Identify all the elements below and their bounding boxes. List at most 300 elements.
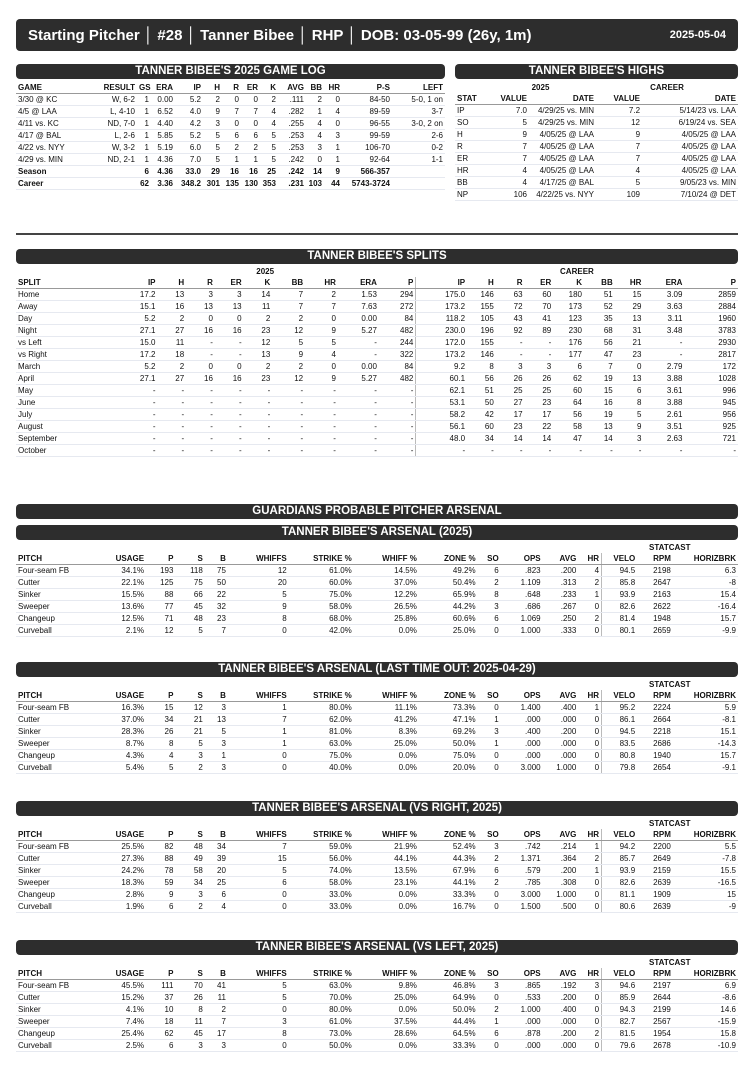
table-cell: 1 (478, 1016, 501, 1028)
table-cell: 0 (186, 361, 215, 373)
table-cell: - (215, 433, 244, 445)
table-cell: 177 (553, 349, 584, 361)
table-cell: 0 (578, 992, 601, 1004)
table-cell: 5 (146, 762, 175, 774)
table-cell: 77 (146, 601, 175, 613)
table-cell: 2218 (637, 726, 673, 738)
table-cell: 7 (485, 141, 529, 153)
table-cell: 925 (684, 421, 738, 433)
table-cell: 89-59 (342, 106, 392, 118)
table-cell: 2.5% (106, 1040, 146, 1052)
table-cell: 0.00 (338, 361, 379, 373)
table-cell: 2198 (637, 565, 673, 577)
table-cell: - (158, 397, 187, 409)
table-cell: 6 (228, 877, 289, 889)
table-cell: 5 (175, 625, 204, 637)
pitch-row (16, 601, 738, 613)
table-cell: .231 (278, 178, 306, 190)
column-header: VALUE (596, 93, 642, 105)
table-cell: 27 (158, 325, 187, 337)
table-cell: 5 (228, 980, 289, 992)
column-header: AVG (543, 690, 579, 702)
table-cell: 1 (324, 142, 342, 154)
table-cell: 68.0% (289, 613, 354, 625)
table-cell: 2224 (637, 702, 673, 714)
table-cell: - (158, 433, 187, 445)
splits-group-career: CAREER (560, 267, 594, 277)
table-cell: .000 (543, 1016, 579, 1028)
table-cell: 15.0 (114, 337, 157, 349)
table-cell: 78 (146, 865, 175, 877)
table-row (16, 397, 738, 409)
table-cell: 6 (553, 361, 584, 373)
table-row (16, 178, 445, 190)
table-cell: 79.6 (602, 1040, 638, 1052)
pitch-row (16, 714, 738, 726)
column-header: AVG (278, 82, 306, 94)
table-cell: 50 (467, 397, 496, 409)
table-cell: Changeup (16, 1028, 106, 1040)
table-cell: 5 (260, 130, 278, 142)
table-cell: 27.3% (106, 853, 146, 865)
table-cell: - (338, 337, 379, 349)
table-cell: 5 (205, 726, 228, 738)
table-cell: - (244, 445, 273, 457)
arsenal-table (16, 679, 738, 774)
table-row (16, 301, 738, 313)
table-cell: 3 (478, 980, 501, 992)
table-cell: - (305, 421, 338, 433)
table-cell: 118 (175, 565, 204, 577)
table-cell: - (272, 385, 305, 397)
table-cell: 2 (222, 142, 241, 154)
table-cell: 3.63 (643, 301, 684, 313)
table-row (455, 177, 738, 189)
table-cell: 37.0% (354, 577, 419, 589)
table-cell: June (16, 397, 114, 409)
column-header: HORIZBRK (673, 968, 738, 980)
splits-title: TANNER BIBEE'S SPLITS (16, 249, 738, 264)
table-cell: 7 (228, 714, 289, 726)
table-cell: 6/19/24 vs. SEA (642, 117, 738, 129)
table-cell: 175.0 (416, 289, 467, 301)
table-cell: 48 (175, 613, 204, 625)
table-cell: 9 (305, 325, 338, 337)
table-cell: 4 (306, 118, 324, 130)
column-header: HR (324, 82, 342, 94)
table-cell: 16 (241, 166, 260, 178)
column-header: STAT (455, 93, 485, 105)
table-cell: 1 (137, 106, 151, 118)
column-header: WHIFFS (228, 553, 289, 565)
column-header: GS (139, 83, 151, 92)
table-cell: 0 (578, 601, 601, 613)
table-cell: 8 (228, 613, 289, 625)
table-cell: 7 (272, 301, 305, 313)
table-cell: 176 (553, 337, 584, 349)
table-cell: 7 (485, 153, 529, 165)
table-cell: 58.0% (289, 877, 354, 889)
column-header: AVG (543, 553, 579, 565)
column-header: WHIFFS (228, 968, 289, 980)
table-cell: - (114, 421, 157, 433)
table-cell: 83.5 (602, 738, 638, 750)
table-cell: - (525, 349, 554, 361)
table-cell: 29 (203, 166, 222, 178)
column-header: DATE (642, 93, 738, 105)
table-cell: 93.9 (602, 865, 638, 877)
table-cell: - (525, 445, 554, 457)
table-cell: 47 (553, 433, 584, 445)
statcast-group-row (16, 818, 738, 829)
table-cell: 4/22 vs. NYY (16, 142, 82, 154)
table-cell: 67.9% (419, 865, 478, 877)
table-cell: 2 (305, 289, 338, 301)
table-cell: 8 (478, 589, 501, 601)
column-header: RPM (637, 968, 673, 980)
highs-section (455, 64, 738, 201)
table-cell: 0 (228, 1004, 289, 1016)
column-header: ZONE % (419, 829, 478, 841)
table-cell: 40.0% (289, 762, 354, 774)
column-header: STRIKE % (289, 829, 354, 841)
highs-group-2025: 2025 (531, 83, 550, 93)
table-cell: 146 (467, 289, 496, 301)
table-cell: 18 (146, 1016, 175, 1028)
table-cell: 4 (324, 106, 342, 118)
table-cell: - (496, 349, 525, 361)
table-row (455, 189, 738, 201)
table-cell: 111 (146, 980, 175, 992)
table-cell: 3.88 (643, 397, 684, 409)
table-cell: 6.3 (673, 565, 738, 577)
table-cell: 15.1 (673, 726, 738, 738)
column-header: ERA (151, 82, 175, 94)
table-cell: 6 (205, 889, 228, 901)
table-cell: 1.400 (501, 702, 543, 714)
column-header: DATE (529, 93, 596, 105)
table-cell: 45 (175, 601, 204, 613)
table-cell: 0 (324, 94, 342, 106)
table-cell: - (272, 421, 305, 433)
arsenal-section (16, 940, 738, 1052)
table-cell: 79.8 (602, 762, 638, 774)
page-title: Starting Pitcher │ #28 │ Tanner Bibee │ RHP │ DOB: 03-05-99 (26y, 1m) (28, 26, 532, 44)
table-cell: 17 (205, 1028, 228, 1040)
table-cell: .500 (543, 901, 579, 913)
table-cell: 6 (241, 130, 260, 142)
table-row (16, 325, 738, 337)
arsenal-body (16, 702, 738, 774)
table-cell: 1 (228, 738, 289, 750)
column-header: IP (416, 277, 467, 289)
table-cell: 230.0 (416, 325, 467, 337)
table-cell: 3 (175, 1040, 204, 1052)
table-cell: 0.0% (354, 901, 419, 913)
table-cell: 42 (467, 409, 496, 421)
table-cell: 7.0 (175, 154, 203, 166)
column-header: RPM (637, 829, 673, 841)
table-cell: -8.6 (673, 992, 738, 1004)
table-cell: 84 (379, 361, 416, 373)
table-cell: 16 (215, 325, 244, 337)
table-cell: Cutter (16, 577, 106, 589)
column-header: H (203, 82, 222, 94)
table-cell: 9 (305, 373, 338, 385)
table-cell: 25.5% (106, 841, 146, 853)
table-cell: 4/05/25 @ LAA (642, 165, 738, 177)
table-cell: 34 (467, 433, 496, 445)
game-date: 2025-05-04 (669, 29, 726, 41)
table-cell: 2 (578, 1028, 601, 1040)
table-cell: 5-0, 1 on (392, 94, 445, 106)
splits-table (16, 266, 738, 457)
table-cell: 68 (584, 325, 615, 337)
table-cell: .192 (543, 980, 579, 992)
table-cell: 8 (228, 1028, 289, 1040)
table-cell: 52 (584, 301, 615, 313)
table-cell: 92 (496, 325, 525, 337)
table-cell: 56 (553, 409, 584, 421)
table-cell: .200 (543, 1028, 579, 1040)
table-cell: 3.51 (643, 421, 684, 433)
table-cell: 7 (584, 361, 615, 373)
table-cell: - (338, 445, 379, 457)
table-cell: 6.9 (673, 980, 738, 992)
table-cell: .000 (543, 1040, 579, 1052)
table-cell: - (379, 445, 416, 457)
table-cell: 44.4% (419, 1016, 478, 1028)
table-cell: 6 (478, 613, 501, 625)
table-cell: 2197 (637, 980, 673, 992)
table-cell: 20 (205, 865, 228, 877)
table-cell: 721 (684, 433, 738, 445)
table-cell: Cutter (16, 992, 106, 1004)
table-cell: 1960 (684, 313, 738, 325)
table-cell: ER (455, 153, 485, 165)
table-cell: 75 (205, 565, 228, 577)
table-cell: - (553, 445, 584, 457)
table-cell: -14.3 (673, 738, 738, 750)
column-header: VELO (602, 690, 638, 702)
table-cell: 52.4% (419, 841, 478, 853)
table-cell: 106-70 (342, 142, 392, 154)
table-cell: - (272, 397, 305, 409)
statcast-group-row (16, 679, 738, 690)
table-cell: 63.0% (289, 738, 354, 750)
table-cell: 996 (684, 385, 738, 397)
table-cell: -15.9 (673, 1016, 738, 1028)
table-cell: 1909 (637, 889, 673, 901)
table-cell: 0 (578, 889, 601, 901)
table-cell: 16.7% (419, 901, 478, 913)
table-cell: 15.4 (673, 589, 738, 601)
table-cell: 118.2 (416, 313, 467, 325)
game-log-table (16, 82, 445, 190)
table-cell: - (467, 445, 496, 457)
table-cell: HR (455, 165, 485, 177)
table-cell: .000 (501, 1016, 543, 1028)
table-cell: 43 (496, 313, 525, 325)
table-cell: vs Right (16, 349, 114, 361)
table-cell: 11 (244, 301, 273, 313)
table-cell: - (338, 433, 379, 445)
table-cell: Curveball (16, 1040, 106, 1052)
table-cell: - (158, 385, 187, 397)
table-cell: 0 (578, 762, 601, 774)
table-cell: 7 (596, 141, 642, 153)
table-cell: 16.3% (106, 702, 146, 714)
table-cell: 12 (244, 337, 273, 349)
table-cell: .579 (501, 865, 543, 877)
column-header: S (175, 829, 204, 841)
table-cell: 4/05/25 @ LAA (642, 141, 738, 153)
table-cell: R (455, 141, 485, 153)
column-header: AVG (543, 968, 579, 980)
table-cell: 5 (596, 177, 642, 189)
pitch-row (16, 980, 738, 992)
table-cell: 103 (306, 178, 324, 190)
highs-title: TANNER BIBEE'S HIGHS (455, 64, 738, 79)
table-cell: 9 (485, 129, 529, 141)
table-cell: 230 (553, 325, 584, 337)
table-cell: .242 (278, 166, 306, 178)
table-cell: 14 (244, 289, 273, 301)
table-cell: 48 (175, 841, 204, 853)
table-cell: 4.3% (106, 750, 146, 762)
table-cell: Four-seam FB (16, 565, 106, 577)
table-row (16, 130, 445, 142)
table-cell: 6 (615, 385, 644, 397)
table-cell: 5.2 (114, 313, 157, 325)
table-cell: 27 (158, 373, 187, 385)
table-cell: 74.0% (289, 865, 354, 877)
table-cell: - (244, 409, 273, 421)
arsenal-title: TANNER BIBEE'S ARSENAL (LAST TIME OUT: 2025-04-29) (16, 662, 738, 677)
table-cell: 4 (485, 177, 529, 189)
column-header: RPM (637, 553, 673, 565)
table-cell: 61.0% (289, 565, 354, 577)
pitch-row (16, 992, 738, 1004)
table-cell: 3/30 @ KC (16, 94, 82, 106)
table-cell: 1.500 (501, 901, 543, 913)
column-header: P (684, 277, 738, 289)
table-cell: 10 (146, 1004, 175, 1016)
table-cell: 66 (175, 589, 204, 601)
table-cell: 180 (553, 289, 584, 301)
table-cell: September (16, 433, 114, 445)
table-cell: 3 (175, 889, 204, 901)
table-cell: 8.3% (354, 726, 419, 738)
table-cell: 3.000 (501, 889, 543, 901)
table-cell: 81.4 (602, 613, 638, 625)
table-cell: October (16, 445, 114, 457)
table-cell: 1 (578, 702, 601, 714)
table-cell: 146 (467, 349, 496, 361)
table-cell: 4.36 (151, 154, 175, 166)
table-cell: 2659 (637, 625, 673, 637)
table-row (455, 129, 738, 141)
table-cell: 0 (578, 1016, 601, 1028)
column-header: SO (478, 829, 501, 841)
table-cell: 2.63 (643, 433, 684, 445)
column-header: USAGE (106, 690, 146, 702)
table-cell: 130 (241, 178, 260, 190)
column-header: IP (175, 82, 203, 94)
table-cell: 1.000 (501, 625, 543, 637)
table-row (16, 94, 445, 106)
table-cell: - (684, 445, 738, 457)
column-header: HR (578, 690, 601, 702)
table-cell: - (186, 349, 215, 361)
table-cell: .267 (543, 601, 579, 613)
table-cell: 34 (146, 714, 175, 726)
column-header: IP (114, 277, 157, 289)
column-header: VELO (602, 829, 638, 841)
table-cell: 23 (525, 397, 554, 409)
table-cell: 3 (478, 841, 501, 853)
table-cell: .000 (501, 1040, 543, 1052)
table-cell: - (215, 397, 244, 409)
table-cell: 80.0% (289, 702, 354, 714)
column-header: R (496, 277, 525, 289)
table-cell: 34 (175, 877, 204, 889)
table-cell: 85.9 (602, 992, 638, 1004)
table-cell: 70 (175, 980, 204, 992)
column-header: USAGE (106, 968, 146, 980)
table-cell: - (272, 409, 305, 421)
table-cell: 3 (205, 1040, 228, 1052)
table-cell: 0 (228, 625, 289, 637)
table-cell: 0 (228, 889, 289, 901)
table-cell: 106 (485, 189, 529, 201)
table-cell: 26 (146, 726, 175, 738)
table-cell: - (379, 433, 416, 445)
arsenal-header-row (16, 690, 738, 702)
table-cell: - (305, 433, 338, 445)
table-cell: - (215, 445, 244, 457)
table-cell: 3 (215, 289, 244, 301)
table-cell: 33.3% (419, 889, 478, 901)
table-cell: Day (16, 313, 114, 325)
table-cell: 4.1% (106, 1004, 146, 1016)
table-cell: - (158, 421, 187, 433)
table-cell: 9.8% (354, 980, 419, 992)
table-cell: 4.2 (175, 118, 203, 130)
table-cell: 1 (478, 714, 501, 726)
column-header: BB (306, 82, 324, 94)
column-header: HR (578, 968, 601, 980)
table-cell: 34.1% (106, 565, 146, 577)
table-cell: .313 (543, 577, 579, 589)
table-cell: 0 (578, 750, 601, 762)
table-cell: 956 (684, 409, 738, 421)
column-header: SO (478, 553, 501, 565)
table-cell: 3 (615, 433, 644, 445)
table-cell: 1 (205, 750, 228, 762)
table-cell: 20 (228, 577, 289, 589)
table-cell: 1948 (637, 613, 673, 625)
column-header: ZONE % (419, 690, 478, 702)
column-header: ER (525, 277, 554, 289)
table-cell: .823 (501, 565, 543, 577)
table-cell: 15.2% (106, 992, 146, 1004)
table-cell: - (186, 397, 215, 409)
table-cell: 7.0 (485, 105, 529, 117)
table-cell: 94.5 (602, 726, 638, 738)
table-cell: L, 4-10 (82, 106, 137, 118)
table-cell: 59.0% (289, 841, 354, 853)
